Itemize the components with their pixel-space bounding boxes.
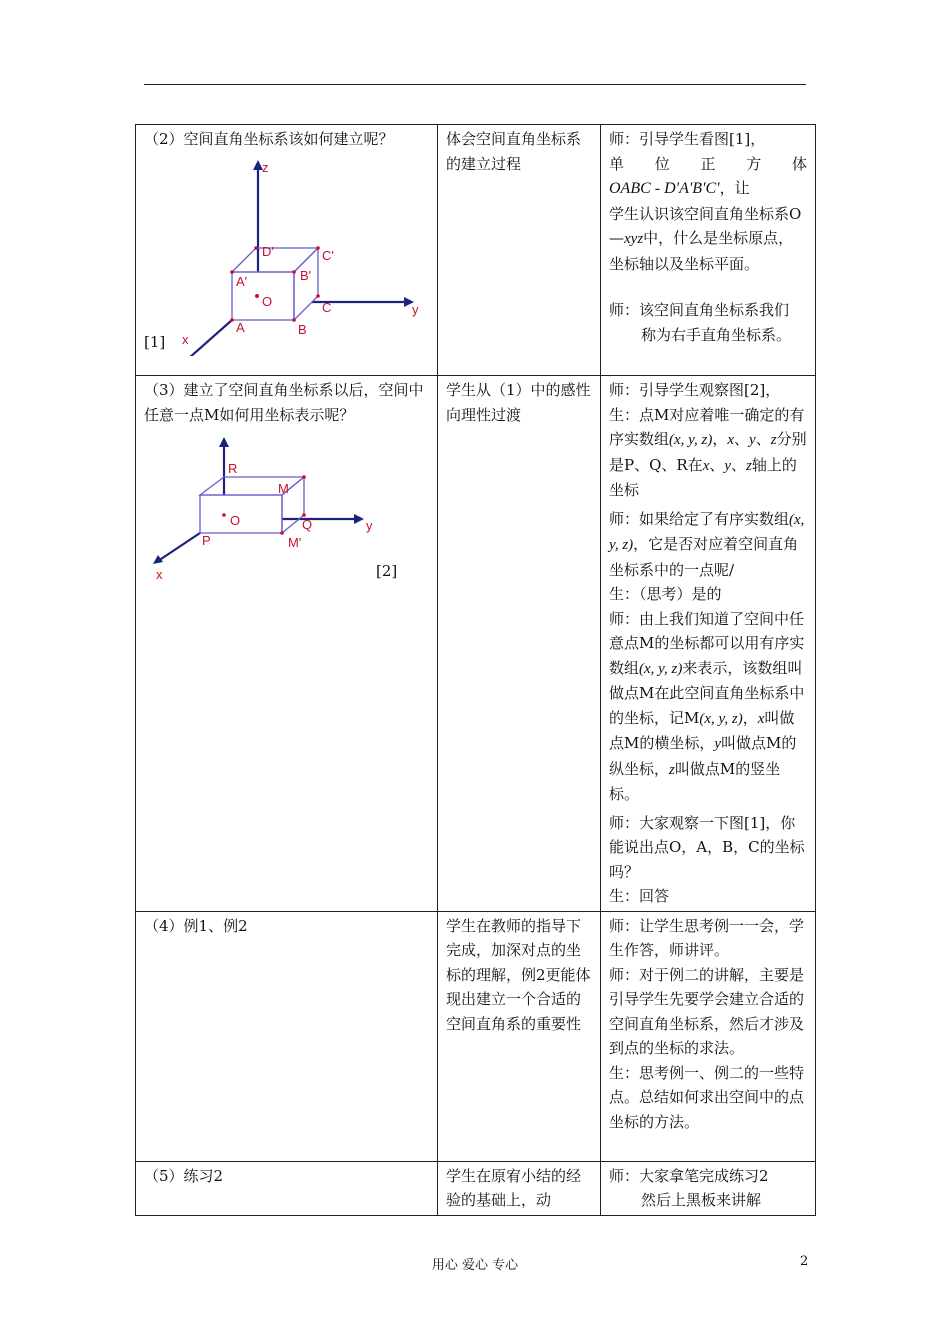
cell-activity — [136, 1161, 438, 1215]
cell-student — [438, 376, 601, 912]
cube-name-math: OABC - D'A'B'C' — [609, 180, 720, 197]
table-row — [136, 376, 816, 912]
figure-1-tag: [1] — [144, 332, 166, 351]
row3-a2a: 生：点M对应着唯一确定的有序实数组 — [609, 405, 805, 448]
triple-math: (x, y, z) — [639, 660, 683, 677]
row4-t-b: 师：对于例二的讲解，主要是引导学生先要学会建立合适的空间直角坐标系，然后才涉及到点的坐标的求法。 — [609, 965, 805, 1057]
cell-activity — [136, 376, 438, 912]
cell-activity — [136, 125, 438, 376]
label-A: A — [236, 319, 245, 335]
xyz-math: xyz — [624, 231, 644, 247]
label-y: y — [366, 518, 373, 533]
cell-teacher — [601, 376, 816, 912]
row3-a2c: 分别是P、Q、R在 — [609, 430, 807, 474]
row2-t-l1: 师：引导学生看图[1]， — [609, 130, 766, 148]
z-math: z — [746, 457, 752, 474]
row4-title: （4）例1、例2 — [144, 916, 248, 935]
cell-activity — [136, 911, 438, 1161]
figure-2-box — [144, 431, 429, 591]
y-math: y — [724, 457, 732, 474]
row5-student-text: 学生在原宥小结的经验的基础上，动 — [446, 1166, 582, 1209]
row3-b2: ，它是否对应着空间直角坐标系中的一点呢/ — [609, 535, 799, 579]
label-z: z — [262, 159, 269, 175]
z-math: z — [669, 761, 675, 778]
cell-student — [438, 1161, 601, 1215]
row3-d4: 叫做点M的横坐标， — [609, 708, 795, 752]
row4-t-a: 师：让学生思考例一一会，学生作答，师讲评。 — [609, 916, 805, 959]
row3-d1: 师：由上我们知道了空间中任意点M的坐标都可以用有序实数组 — [609, 609, 805, 677]
figure-1-svg — [144, 156, 430, 356]
sep: ， — [742, 708, 758, 727]
table-row — [136, 125, 816, 376]
label-R: R — [228, 461, 238, 476]
row2-t-l6: 称为右手直角坐标系。 — [641, 325, 792, 344]
row5-t-b: 然后上黑板来讲解 — [641, 1191, 762, 1209]
row3-student-text: 学生从（1）中的感性向理性过渡 — [446, 381, 591, 424]
row3-a1: 师：引导学生观察图[2]， — [609, 381, 781, 399]
row3-b1: 师：如果给定了有序实数组 — [609, 509, 790, 528]
y-arrow — [354, 514, 364, 524]
triple-math: (x, y, z) — [669, 432, 713, 448]
label-Q: Q — [302, 517, 313, 532]
table-row — [136, 1161, 816, 1215]
label-O: O — [230, 513, 241, 528]
row2-t-l2: 单 位 正 方 体 — [609, 154, 807, 173]
cell-student — [438, 125, 601, 376]
label-C: C — [322, 299, 332, 315]
sep: 、 — [755, 430, 771, 448]
label-M: M — [278, 481, 289, 496]
lesson-table — [135, 124, 816, 1216]
row2-title: （2）空间直角坐标系该如何建立呢？ — [144, 130, 394, 148]
label-O: O — [262, 293, 273, 309]
footer-slogan: 用心 爱心 专心 — [431, 1258, 519, 1273]
label-y: y — [412, 301, 419, 317]
x-math: x — [727, 432, 735, 448]
triple-math: (x, y, z) — [699, 710, 743, 727]
row3-a2d: 轴上的坐标 — [609, 455, 797, 499]
sep: 、 — [709, 455, 725, 474]
cell-student — [438, 911, 601, 1161]
cell-teacher — [601, 1161, 816, 1215]
row3-title: （3）建立了空间直角坐标系以后，空间中任意一点M如何用坐标表示呢？ — [144, 381, 424, 424]
table-row — [136, 911, 816, 1161]
z-arrow — [219, 437, 229, 447]
row3-d5: 叫做点M的纵坐标， — [609, 734, 797, 778]
figure-2-tag: [2] — [376, 562, 398, 580]
label-x: x — [182, 331, 189, 347]
row2-t-l5: 师：该空间直角坐标系我们 — [609, 301, 790, 319]
cell-teacher — [601, 911, 816, 1161]
row3-f1: 生：回答 — [609, 887, 670, 905]
row2-student-text: 体会空间直角坐标系的建立过程 — [446, 130, 582, 173]
label-D1: D' — [262, 243, 274, 259]
label-M1: M' — [288, 535, 302, 550]
triple-math: (x, y, z) — [609, 511, 805, 553]
row4-t-c: 生：思考例一、例二的一些特点。总结如何求出空间中的点坐标的方法。 — [609, 1063, 805, 1131]
y-math: y — [749, 432, 756, 448]
label-A1: A' — [236, 273, 248, 289]
x-math: x — [702, 457, 710, 474]
row3-e1: 师：大家观察一下图[1]，你能说出点O，A，B，C的坐标吗？ — [609, 813, 805, 881]
y-math: y — [714, 736, 722, 752]
row2-t-l4-tail: 中，什么是坐标原点，坐标轴以及坐标平面。 — [609, 229, 794, 273]
x-math: x — [757, 710, 765, 727]
page-number: 2 — [800, 1254, 809, 1269]
row5-title: （5）练习2 — [144, 1166, 224, 1185]
cell-teacher — [601, 125, 816, 376]
label-x: x — [156, 567, 163, 581]
row2-t-l3: ，让 — [719, 179, 750, 197]
row5-t-a: 师：大家拿笔完成练习2 — [609, 1166, 769, 1185]
header-rule — [144, 84, 806, 85]
label-C1: C' — [322, 247, 334, 263]
row3-d2: 来表示，该数组叫做点M在此空间直角坐标系中的坐标，记M — [609, 658, 805, 727]
x-axis — [158, 533, 200, 561]
label-P: P — [202, 533, 211, 548]
figure-1-cube — [144, 156, 429, 356]
sep: 、 — [731, 455, 747, 474]
row4-student-text: 学生在教师的指导下完成，加深对点的坐标的理解，例2更能体现出建立一个合适的空间直角系的重要性 — [446, 916, 591, 1033]
row3-c1: 生：（思考）是的 — [609, 585, 722, 603]
label-B: B — [298, 321, 307, 337]
z-math: z — [770, 432, 777, 448]
row2-t-l4: 学生认识该空间直角坐标系O— — [609, 204, 802, 247]
sep: 、 — [734, 430, 750, 448]
label-B1: B' — [300, 267, 312, 283]
row3-d6: 叫做点M的竖坐标。 — [609, 759, 781, 803]
row3-a2b: ， — [712, 430, 728, 448]
